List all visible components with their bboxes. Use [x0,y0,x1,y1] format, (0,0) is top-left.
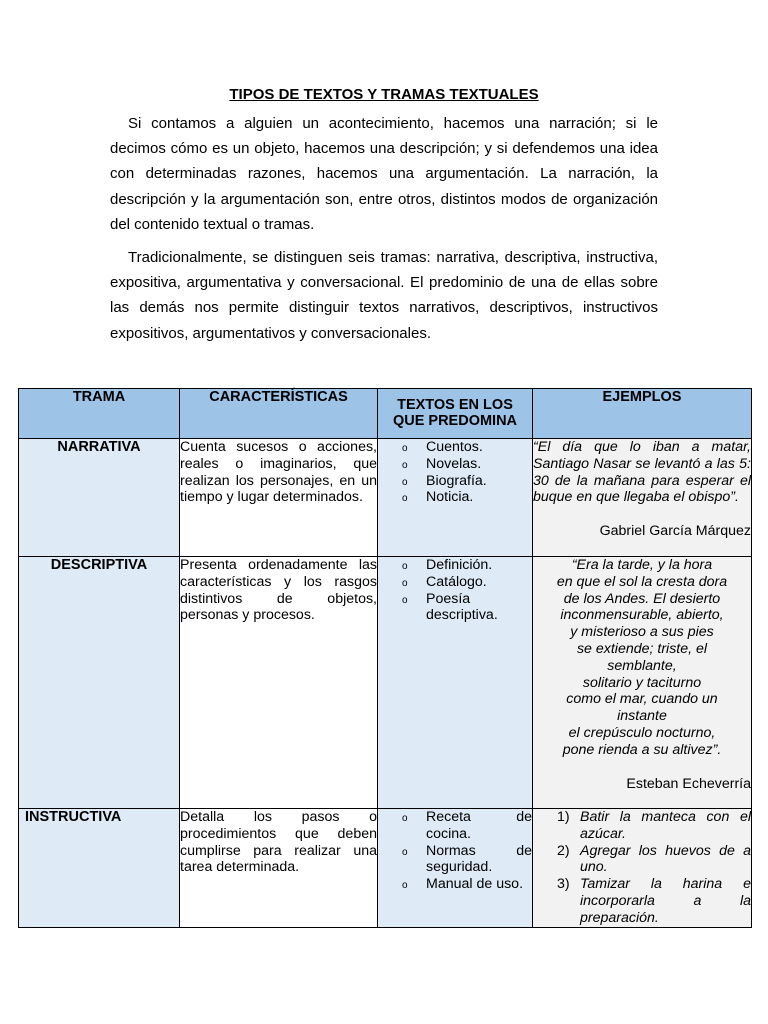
example-author: Esteban Echeverría [626,775,751,792]
poem-verse: inconmensurable, abierto, [560,607,724,624]
list-item: o Novelas. [378,456,532,473]
table-row-narrativa [19,439,752,557]
example-quote: “El día que lo iban a matar, Santiago Nasar se levantó a las 5: 30 de la mañana para esperar el buque en que llegaba el obispo”. [533,439,751,506]
bullet-icon: o [402,846,408,858]
bullet-icon: o [402,577,408,589]
intro-paragraph-1: Si contamos a alguien un acontecimiento, hacemos una narración; si le decimos cómo es un objeto, hacemos una descripción; y si defendemos una idea con determinadas razones, hacemos una argumentación. La narración, la descripción y la argumentación son, entre otros, distintos modos de organización del contenido textual o tramas. [110,115,658,233]
poem-verse: “Era la tarde, y la hora [571,557,713,573]
table-row-instructiva [19,809,752,928]
poem-verse: y misterioso a sus pies [570,624,714,641]
poem-verse: como el mar, cuando un instante [566,691,718,725]
textos-cell [378,439,533,557]
list-item: 2) Agregar los huevos de a uno. [557,842,751,876]
table-row-descriptiva [19,557,752,809]
intro-paragraph-2: Tradicionalmente, se distinguen seis tramas: narrativa, descriptiva, instructiva, expositiva, argumentativa y conversacional. El predominio de una de ellas sobre las demás nos permite distinguir textos narrativos, descriptivos, instructivos expositivos, argumentativos y conversacionales. [110,249,658,342]
ejemplos-cell [533,809,752,928]
bullet-icon: o [402,813,408,824]
textos-cell [378,557,533,809]
poem-verse: de los Andes. El desierto [563,590,721,607]
list-item: o Normas de seguridad. [402,842,532,876]
example-poem [533,557,751,759]
list-item: o Cuentos. [378,439,532,456]
ejemplos-cell [533,439,752,557]
list-item: o Biografía. [378,473,532,490]
list-item: 3) Tamizar la harina e incorporarla a la preparación. [557,876,751,926]
list-item: o Catálogo. [378,574,532,591]
bullet-icon: o [402,561,408,572]
header-trama: TRAMA [19,389,180,439]
list-item: o Manual de uso. [378,876,532,893]
caracteristicas-cell: Cuenta sucesos o acciones, reales o imaginarios, que realizan los personajes, en un tiempo y lugar determinados. [180,439,378,557]
list-item: o Poesía descriptiva. [402,590,498,624]
list-item: 1) Batir la manteca con el azúcar. [557,809,751,842]
trama-cell: DESCRIPTIVA [19,557,180,809]
document-title: TIPOS DE TEXTOS Y TRAMAS TEXTUALES [229,86,539,103]
header-textos: TEXTOS EN LOS QUE PREDOMINA [378,389,533,439]
poem-verse: en que el sol la cresta dora [556,573,728,590]
bullet-icon: o [402,476,408,488]
bullet-icon: o [402,459,408,471]
list-item: o Definición. [378,557,532,574]
caracteristicas-cell: Detalla los pasos o procedimientos que deben cumplirse para realizar una tarea determinada. [180,809,378,928]
example-steps [533,809,751,927]
ejemplos-cell [533,557,752,809]
caracteristicas-cell: Presenta ordenadamente las características y los rasgos distintivos de objetos, personas y procesos. [180,557,378,809]
tramas-table [18,388,752,928]
bullet-icon: o [402,443,408,454]
textos-cell [378,809,533,928]
bullet-icon: o [402,880,408,892]
list-item: o Receta de cocina. [402,809,532,842]
header-caracteristicas: CARACTERÍSTICAS [180,389,378,439]
bullet-icon: o [402,493,408,505]
trama-cell: NARRATIVA [19,439,180,557]
trama-cell: INSTRUCTIVA [19,809,180,928]
poem-verse: se extiende; triste, el semblante, [576,640,708,674]
table-header-row [19,389,752,439]
poem-verse: pone rienda a su altivez”. [562,741,722,758]
poem-verse: el crepúsculo nocturno, [568,724,716,741]
header-ejemplos: EJEMPLOS [533,389,752,439]
example-author: Gabriel García Márquez [599,523,751,540]
list-item: o Noticia. [378,489,532,506]
poem-verse: solitario y taciturno [582,674,702,691]
bullet-icon: o [402,594,408,606]
